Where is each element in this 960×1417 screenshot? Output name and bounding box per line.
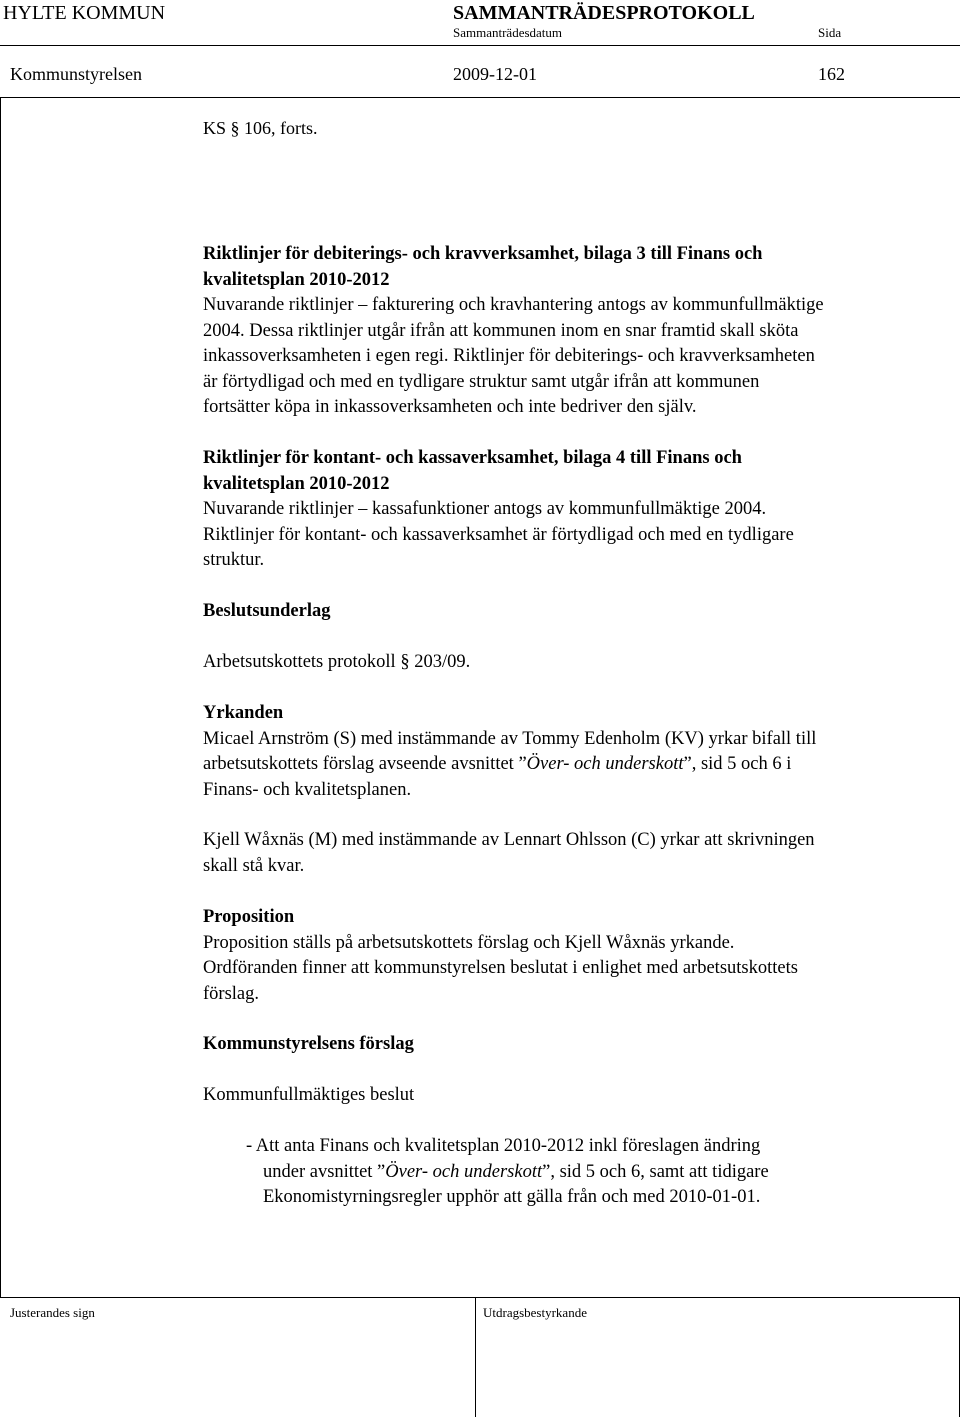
body-line: Riktlinjer för kontant- och kassaverksamhet är förtydligad och med en tydligare bbox=[203, 524, 794, 545]
body-line: Nuvarande riktlinjer – kassafunktioner antogs av kommunfullmäktige 2004. bbox=[203, 499, 767, 519]
footer-divider bbox=[475, 1297, 476, 1417]
footer-rule bbox=[0, 1297, 960, 1298]
proposition-heading: Proposition bbox=[203, 907, 295, 927]
body-line: är förtydligad och med en tydligare struktur samt utgår ifrån att kommunen bbox=[203, 371, 760, 392]
body-line: Finans- och kvalitetsplanen. bbox=[203, 779, 412, 800]
ks-forslag-heading: Kommunstyrelsens förslag bbox=[203, 1034, 414, 1054]
certification-label: Utdragsbestyrkande bbox=[483, 1305, 587, 1320]
body-line: förslag. bbox=[203, 983, 259, 1004]
body-line: inkassoverksamheten i egen regi. Riktlinjer för debiterings- och kravverksamheten bbox=[203, 346, 815, 366]
section-heading-cont: kvalitetsplan 2010-2012 bbox=[203, 269, 390, 290]
body-line: skall stå kvar. bbox=[203, 855, 305, 876]
org-name: HYLTE KOMMUN bbox=[3, 2, 166, 24]
body-line: struktur. bbox=[203, 550, 265, 570]
meta-rule bbox=[0, 97, 960, 98]
page-label: Sida bbox=[818, 25, 842, 40]
decision-line: - Att anta Finans och kvalitetsplan 2010-2012 inkl föreslagen ändring bbox=[246, 1136, 761, 1156]
section-heading: Riktlinjer för kontant- och kassaverksamhet, bilaga 4 till Finans och bbox=[203, 448, 742, 468]
decision-line: under avsnittet ”Över- och underskott”, sid 5 och 6, samt att tidigare bbox=[263, 1161, 769, 1182]
case-number: 106, forts. bbox=[244, 118, 318, 138]
beslutsunderlag-heading: Beslutsunderlag bbox=[203, 601, 331, 621]
ks-forslag bbox=[203, 1032, 943, 1058]
body-line: arbetsutskottets förslag avseende avsnittet ”Över- och underskott”, sid 5 och 6 i bbox=[203, 754, 792, 774]
yrkanden bbox=[203, 701, 943, 803]
kf-beslut bbox=[203, 1083, 943, 1109]
body-line: Proposition ställs på arbetsutskottets förslag och Kjell Wåxnäs yrkande. bbox=[203, 932, 735, 953]
section-symbol: § bbox=[400, 652, 410, 672]
document-type: SAMMANTRÄDESPROTOKOLL bbox=[453, 2, 755, 24]
section-symbol: § bbox=[230, 118, 240, 138]
decision-line: Ekonomistyrningsregler upphör att gälla från och med 2010-01-01. bbox=[263, 1187, 761, 1207]
margin-rule bbox=[0, 97, 1, 1297]
body-line: Ordföranden finner att kommunstyrelsen beslutat i enlighet med arbetsutskottets bbox=[203, 958, 798, 978]
body-line: fortsätter köpa in inkassoverksamheten och inte bedriver den själv. bbox=[203, 397, 697, 417]
header-rule bbox=[0, 45, 960, 46]
page-number: 162 bbox=[818, 64, 845, 84]
case-prefix: KS bbox=[203, 118, 227, 138]
yrkanden-heading: Yrkanden bbox=[203, 703, 284, 723]
body-line: Kjell Wåxnäs (M) med instämmande av Lennart Ohlsson (C) yrkar att skrivningen bbox=[203, 830, 815, 850]
section-heading-cont: kvalitetsplan 2010-2012 bbox=[203, 473, 390, 494]
yrkande-2 bbox=[203, 828, 943, 879]
kf-beslut-label: Kommunfullmäktiges beslut bbox=[203, 1085, 415, 1105]
committee-name: Kommunstyrelsen bbox=[10, 64, 142, 84]
ref-text: Arbetsutskottets protokoll bbox=[203, 652, 396, 672]
body-line: 2004. Dessa riktlinjer utgår ifrån att kommunen inom en snar framtid skall sköta bbox=[203, 320, 799, 341]
signature-label: Justerandes sign bbox=[10, 1305, 95, 1320]
ref-number: 203/09. bbox=[414, 652, 471, 672]
proposition bbox=[203, 905, 943, 1007]
section-heading: Riktlinjer för debiterings- och kravverksamhet, bilaga 3 till Finans och bbox=[203, 244, 763, 264]
section-debitering bbox=[203, 242, 943, 421]
decision-item bbox=[246, 1134, 926, 1211]
meeting-date: 2009-12-01 bbox=[453, 64, 537, 84]
beslutsunderlag bbox=[203, 599, 943, 625]
body-line: Nuvarande riktlinjer – fakturering och kravhantering antogs av kommunfullmäktige bbox=[203, 295, 824, 315]
date-label: Sammanträdesdatum bbox=[453, 25, 563, 40]
quoted-section: Över- och underskott bbox=[526, 754, 684, 774]
body-line: Micael Arnström (S) med instämmande av Tommy Edenholm (KV) yrkar bifall till bbox=[203, 728, 817, 749]
section-kassa bbox=[203, 446, 943, 574]
beslutsunderlag-ref bbox=[203, 650, 943, 676]
quoted-section: Över- och underskott bbox=[385, 1161, 543, 1182]
case-reference bbox=[203, 118, 318, 139]
